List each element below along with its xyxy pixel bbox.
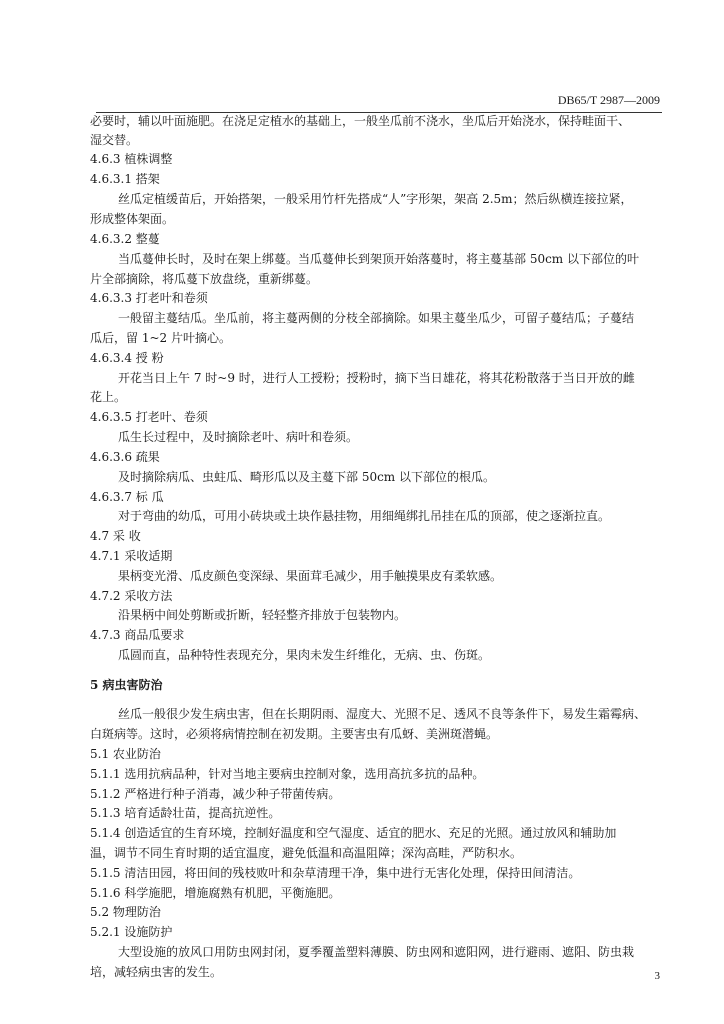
text-line: 丝瓜定植缓苗后，开始搭架，一般采用竹杆先搭成“人”字形架，架高 2.5m；然后纵横连接拉紧， bbox=[118, 192, 633, 206]
clause-heading: 4.6.3.6 疏果 bbox=[90, 450, 160, 464]
text-line: 形成整体架面。 bbox=[90, 212, 175, 226]
text-line: 培，减轻病虫害的发生。 bbox=[90, 965, 223, 979]
clause-heading: 4.7.1 采收适期 bbox=[90, 549, 173, 563]
clause-heading: 4.6.3.3 打老叶和卷须 bbox=[90, 291, 208, 305]
clause-heading: 5.2 物理防治 bbox=[90, 905, 161, 919]
text-line: 温，调节不同生育时期的适宜温度，避免低温和高温阻障；深沟高畦，严防积水。 bbox=[90, 846, 523, 860]
clause-heading: 5.2.1 设施防护 bbox=[90, 925, 173, 939]
clause-heading: 4.7 采 收 bbox=[90, 529, 141, 543]
page-header bbox=[96, 86, 662, 113]
text-line: 白斑病等。这时，必须将病情控制在初发期。主要害虫有瓜蚜、美洲斑潜蝇。 bbox=[90, 727, 499, 741]
text-line: 大型设施的放风口用防虫网封闭，夏季覆盖塑料薄膜、防虫网和遮阳网，进行避雨、遮阳、防虫栽 bbox=[118, 945, 635, 959]
text-line: 5.1.6 科学施肥，增施腐熟有机肥，平衡施肥。 bbox=[90, 886, 341, 900]
text-line: 瓜后，留 1~2 片叶摘心。 bbox=[90, 331, 231, 345]
text-line: 湿交替。 bbox=[90, 133, 139, 147]
text-line: 片全部摘除，将瓜蔓下放盘绕，重新绑蔓。 bbox=[90, 272, 319, 286]
page-number: 3 bbox=[654, 970, 660, 982]
clause-heading: 4.6.3.2 整蔓 bbox=[90, 232, 160, 246]
text-line: 丝瓜一般很少发生病虫害，但在长期阴雨、湿度大、光照不足、透风不良等条件下，易发生霜霉病、 bbox=[118, 707, 647, 721]
text-line: 开花当日上午 7 时~9 时，进行人工授粉；授粉时，摘下当日雄花，将其花粉散落于当日开放的雌 bbox=[118, 371, 635, 385]
text-line: 5.1.1 选用抗病品种，针对当地主要病虫控制对象，选用高抗多抗的品种。 bbox=[90, 767, 485, 781]
text-line: 5.1.3 培育适龄壮苗，提高抗逆性。 bbox=[90, 806, 281, 820]
clause-heading: 4.6.3.5 打老叶、卷须 bbox=[90, 410, 208, 424]
text-line: 果柄变光滑、瓜皮颜色变深绿、果面茸毛减少，用手触摸果皮有柔软感。 bbox=[118, 569, 503, 583]
text-line: 对于弯曲的幼瓜，可用小砖块或土块作悬挂物，用细绳绑扎吊挂在瓜的顶部，使之逐渐拉直。 bbox=[118, 509, 611, 523]
clause-heading: 4.6.3 植株调整 bbox=[90, 152, 173, 166]
section-heading: 5 病虫害防治 bbox=[90, 678, 163, 692]
clause-heading: 4.6.3.4 授 粉 bbox=[90, 351, 164, 365]
text-line: 5.1.4 创造适宜的生育环境，控制好温度和空气湿度、适宜的肥水、充足的光照。通过放风和辅助加 bbox=[90, 826, 617, 840]
text-line: 花上。 bbox=[90, 390, 127, 404]
text-line: 瓜生长过程中，及时摘除老叶、病叶和卷须。 bbox=[118, 430, 359, 444]
text-line: 及时摘除病瓜、虫蛀瓜、畸形瓜以及主蔓下部 50cm 以下部位的根瓜。 bbox=[118, 470, 496, 484]
document-code: DB65/T 2987—2009 bbox=[557, 93, 660, 107]
text-line: 沿果柄中间处剪断或折断，轻轻整齐排放于包装物内。 bbox=[118, 608, 407, 622]
clause-heading: 5.1 农业防治 bbox=[90, 747, 161, 761]
clause-heading: 4.7.3 商品瓜要求 bbox=[90, 628, 185, 642]
text-line: 一般留主蔓结瓜。坐瓜前，将主蔓两侧的分枝全部摘除。如果主蔓坐瓜少，可留子蔓结瓜；子蔓结 bbox=[118, 311, 635, 325]
text-line: 瓜圆而直，品种特性表现充分，果肉未发生纤维化，无病、虫、伤斑。 bbox=[118, 648, 491, 662]
clause-heading: 4.7.2 采收方法 bbox=[90, 589, 173, 603]
clause-heading: 4.6.3.1 搭架 bbox=[90, 172, 160, 186]
text-line: 必要时，辅以叶面施肥。在浇足定植水的基础上，一般坐瓜前不浇水，坐瓜后开始浇水，保持畦面干、 bbox=[90, 114, 631, 128]
text-line: 当瓜蔓伸长时，及时在架上绑蔓。当瓜蔓伸长到架顶开始落蔓时，将主蔓基部 50cm 以下部位的叶 bbox=[118, 252, 640, 266]
text-line: 5.1.5 清洁田园，将田间的残枝败叶和杂草清理干净，集中进行无害化处理，保持田间清洁。 bbox=[90, 866, 581, 880]
clause-heading: 4.6.3.7 标 瓜 bbox=[90, 490, 164, 504]
text-line: 5.1.2 严格进行种子消毒，减少种子带菌传病。 bbox=[90, 787, 341, 801]
